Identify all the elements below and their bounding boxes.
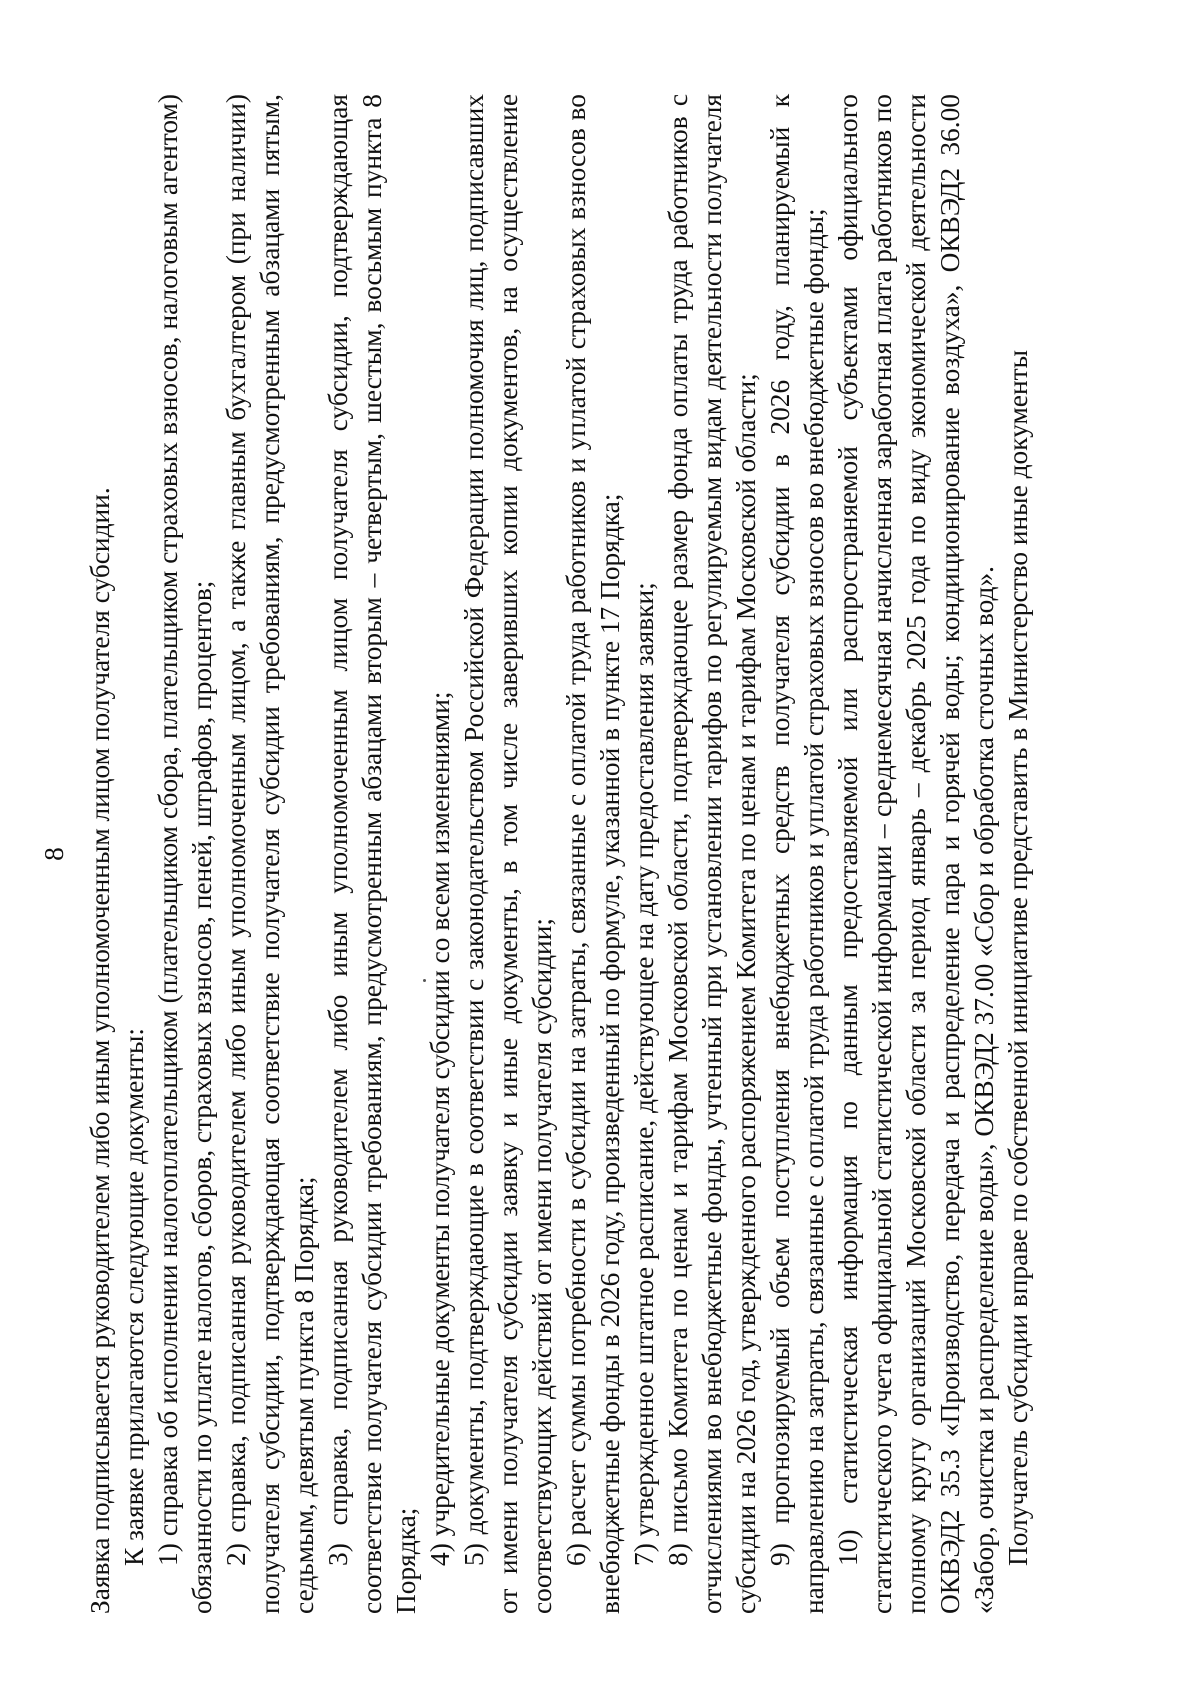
paragraph-item-6: 6) расчет суммы потребности в субсидии на затраты, связанные с оплатой труда работников и уплатой страховых взносов во внебюджетные фонды в 2026 году, произведенный по формуле, указанной в пункте 17 Порядка; (561, 94, 625, 1614)
paragraph-item-8: 8) письмо Комитета по ценам и тарифам Московской области, подтверждающее размер фонда оплаты труда работников с отчислениями во внебюджетные фонды, учтенный при установлении тарифов по регулируемым видам деятельности получателя субсидии на 2026 год, утвержденного распоряжением Комитета по ценам и тарифам Московской области; (663, 94, 761, 1614)
paragraph-item-5: 5) документы, подтверждающие в соответствии с законодательством Российской Федерации полномочия лиц, подписавших от имени получателя субсидии заявку и иные документы, в том числе заверивших копии документов, на осуществление соответствующих действий от имени получателя субсидии; (459, 94, 557, 1614)
rotated-text-block (37, 94, 1162, 1614)
paragraph-optional-documents: Получатель субсидии вправе по собственной инициативе представить в Министерство иные документы (1003, 350, 1033, 1566)
paragraph-item-10: 10) статистическая информация по данным предоставляемой или распространяемой субъектами официального статистического учета официальной статистической информации – среднемесячная начисленная заработная плата работников по полному кругу организаций Московской области за период январь – декабрь 2025 года по виду экономической деятельности ОКВЭД2 35.3 «Производство, передача и распределение пара и горячей воды; кондиционирование воздуха», ОКВЭД2 36.00 «Забор, очистка и распределение воды», ОКВЭД2 37.00 «Сбор и обработка сточных вод». (833, 94, 999, 1614)
paragraph-signature: Заявка подписывается руководителем либо иным уполномоченным лицом получателя субсидии. (85, 487, 115, 1614)
page-number: 8 (39, 847, 69, 861)
paragraph-item-2: 2) справка, подписанная руководителем либо иным уполномоченным лицом, а также главным бухгалтером (при наличии) получателя субсидии, подтверждающая соответствие получателя субсидии требованиям, предусмотренным абзацами пятым, седьмым, девятым пункта 8 Порядка; (221, 94, 319, 1614)
paragraph-attachments-intro: К заявке прилагаются следующие документы: (119, 1028, 149, 1566)
paragraph-item-7: 7) утвержденное штатное расписание, действующее на дату предоставления заявки; (629, 582, 659, 1566)
paragraph-item-9: 9) прогнозируемый объем поступления внебюджетных средств получателя субсидии в 2026 году, планируемый к направлению на затраты, связанные с оплатой труда работников и уплатой страховых взносов во внебюджетные фонды; (765, 94, 829, 1614)
paragraph-item-4: 4) учредительные документы получателя субсидии со всеми изменениями; (425, 691, 455, 1566)
paragraph-item-3: 3) справка, подписанная руководителем либо иным уполномоченным лицом получателя субсидии, подтверждающая соответствие получателя субсидии требованиям, предусмотренным абзацами вторым – четвертым, шестым, восьмым пункта 8 Порядка; (323, 94, 421, 1614)
paragraph-item-1: 1) справка об исполнении налогоплательщиком (плательщиком сбора, плательщиком страховых взносов, налоговым агентом) обязанности по уплате налогов, сборов, страховых взносов, пеней, штрафов, процентов; (153, 94, 217, 1614)
